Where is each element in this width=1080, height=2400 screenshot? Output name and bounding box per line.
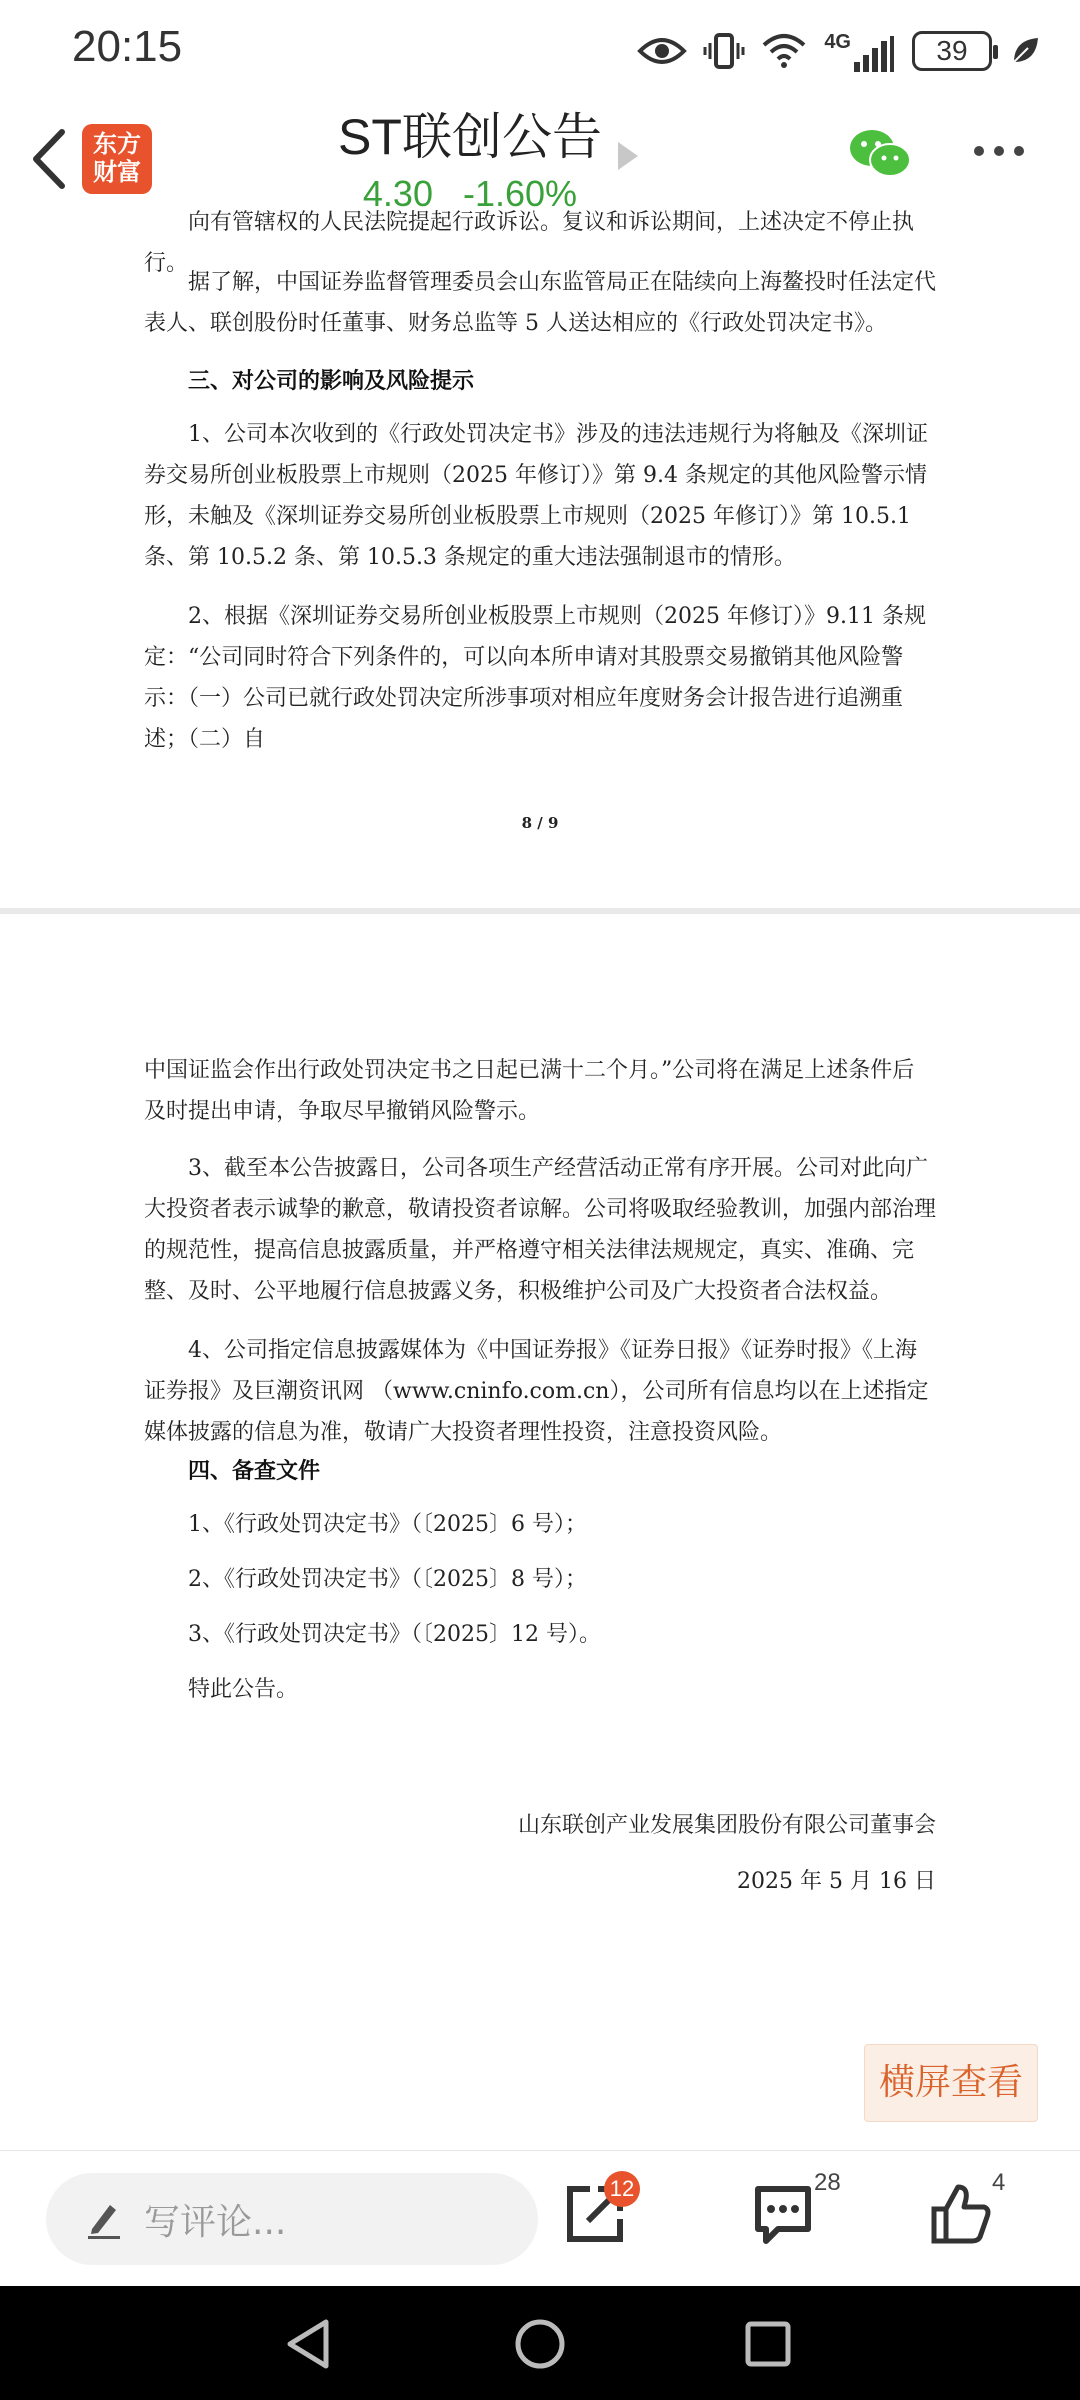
- status-bar: [0, 0, 1080, 96]
- comment-input[interactable]: [46, 2173, 538, 2265]
- bottom-action-bar: [0, 2150, 1080, 2287]
- network-type: [824, 31, 894, 72]
- eastmoney-logo[interactable]: [82, 124, 152, 194]
- doc-paragraph: 1、公司本次收到的《行政处罚决定书》涉及的违法违规行为将触及《深圳证券交易所创业板股票上市规则（2025 年修订）》第 9.4 条规定的其他风险警示情形，未触及《深圳证券交易所创业板股票上市规则（2025 年修订）》第 10.5.1 条、第 10.5.2 条、第 10.5.3 条规定的重大违法强制退市的情形。: [144, 422, 928, 570]
- doc-closing: 特此公告。: [188, 1677, 299, 1702]
- wechat-icon[interactable]: [848, 126, 912, 182]
- battery-icon: [912, 31, 992, 71]
- thumbs-up-icon: [930, 2183, 992, 2245]
- nav-back-icon[interactable]: [284, 2318, 334, 2370]
- eye-icon: [638, 35, 686, 67]
- pen-icon: [86, 2199, 122, 2239]
- doc-heading: 三、对公司的影响及风险提示: [188, 368, 475, 394]
- status-icons: [638, 26, 1040, 76]
- play-triangle-icon[interactable]: [616, 140, 640, 172]
- page-title: ST联创公告: [338, 109, 602, 165]
- share-button[interactable]: [564, 2176, 644, 2263]
- nav-recents-icon[interactable]: [744, 2318, 792, 2370]
- nav-home-icon[interactable]: [514, 2318, 566, 2370]
- doc-paragraph: 3、截至本公告披露日，公司各项生产经营活动正常有序开展。公司对此向广大投资者表示诚挚的歉意，敬请投资者谅解。公司将吸取经验教训，加强内部治理的规范性，提高信息披露质量，并严格遵守相关法律法规规定，真实、准确、完整、及时、公平地履行信息披露义务，积极维护公司及广大投资者合法权益。: [144, 1156, 937, 1304]
- page-separator: [0, 908, 1080, 914]
- doc-heading: 四、备查文件: [188, 1458, 321, 1484]
- doc-date: 2025 年 5 月 16 日: [737, 1869, 936, 1894]
- stock-change: -1.60%: [463, 173, 578, 214]
- status-time: 20:15: [72, 22, 183, 71]
- share-badge: 12: [604, 2171, 640, 2207]
- doc-paragraph: 据了解，中国证券监督管理委员会山东监管局正在陆续向上海鳌投时任法定代表人、联创股份时任董事、财务总监等 5 人送达相应的《行政处罚决定书》。: [144, 270, 937, 336]
- like-button[interactable]: [930, 2169, 1010, 2263]
- like-count: 4: [992, 2169, 1006, 2196]
- doc-paragraph: 中国证监会作出行政处罚决定书之日起已满十二个月。”公司将在满足上述条件后及时提出申请，争取尽早撤销风险警示。: [144, 1058, 915, 1124]
- more-options-icon[interactable]: [974, 146, 1024, 156]
- comment-placeholder: 写评论...: [144, 2201, 287, 2243]
- signal-icon: [854, 36, 894, 72]
- wifi-icon: [762, 33, 806, 69]
- leaf-icon: [1010, 36, 1040, 66]
- doc-reference: 3、《行政处罚决定书》（〔2025〕12 号）。: [188, 1622, 601, 1647]
- battery-level: 39: [936, 35, 968, 66]
- stock-title-block[interactable]: [290, 102, 650, 216]
- doc-paragraph: 4、公司指定信息披露媒体为《中国证券报》《证券日报》《证券时报》《上海证券报》及巨潮资讯网 （www.cninfo.com.cn），公司所有信息均以在上述指定媒体披露的信息为准，敬请广大投资者理性投资，注意投资风险。: [144, 1338, 929, 1445]
- system-nav-bar: [0, 2286, 1080, 2400]
- doc-reference: 2、《行政处罚决定书》（〔2025〕8 号）；: [188, 1567, 587, 1592]
- logo-line2: 财富: [93, 158, 141, 186]
- page-number: 8 / 9: [521, 814, 559, 832]
- doc-reference: 1、《行政处罚决定书》（〔2025〕6 号）；: [188, 1512, 587, 1537]
- back-arrow-icon[interactable]: [20, 124, 80, 194]
- network-label: 4G: [824, 30, 851, 53]
- logo-line1: 东方: [93, 130, 141, 158]
- comments-button[interactable]: [752, 2169, 841, 2263]
- doc-signature: 山东联创产业发展集团股份有限公司董事会: [517, 1813, 936, 1838]
- doc-partial-line: 向有管辖权的人民法院提起行政诉讼。复议和诉讼期间，上述决定不停止执行。: [144, 210, 915, 276]
- doc-paragraph: 2、根据《深圳证券交易所创业板股票上市规则（2025 年修订）》9.11 条规定：“公司同时符合下列条件的，可以向本所申请对其股票交易撤销其他风险警示：（一）公司已就行政处罚决定所涉事项对相应年度财务会计报告进行追溯重述；（二）自: [144, 604, 926, 752]
- vibrate-icon: [704, 31, 744, 71]
- comment-icon: [752, 2183, 814, 2245]
- comment-count: 28: [814, 2169, 841, 2196]
- landscape-view-button[interactable]: 横屏查看: [864, 2044, 1038, 2122]
- stock-price: 4.30: [362, 173, 433, 214]
- document-viewer[interactable]: [0, 210, 1080, 2150]
